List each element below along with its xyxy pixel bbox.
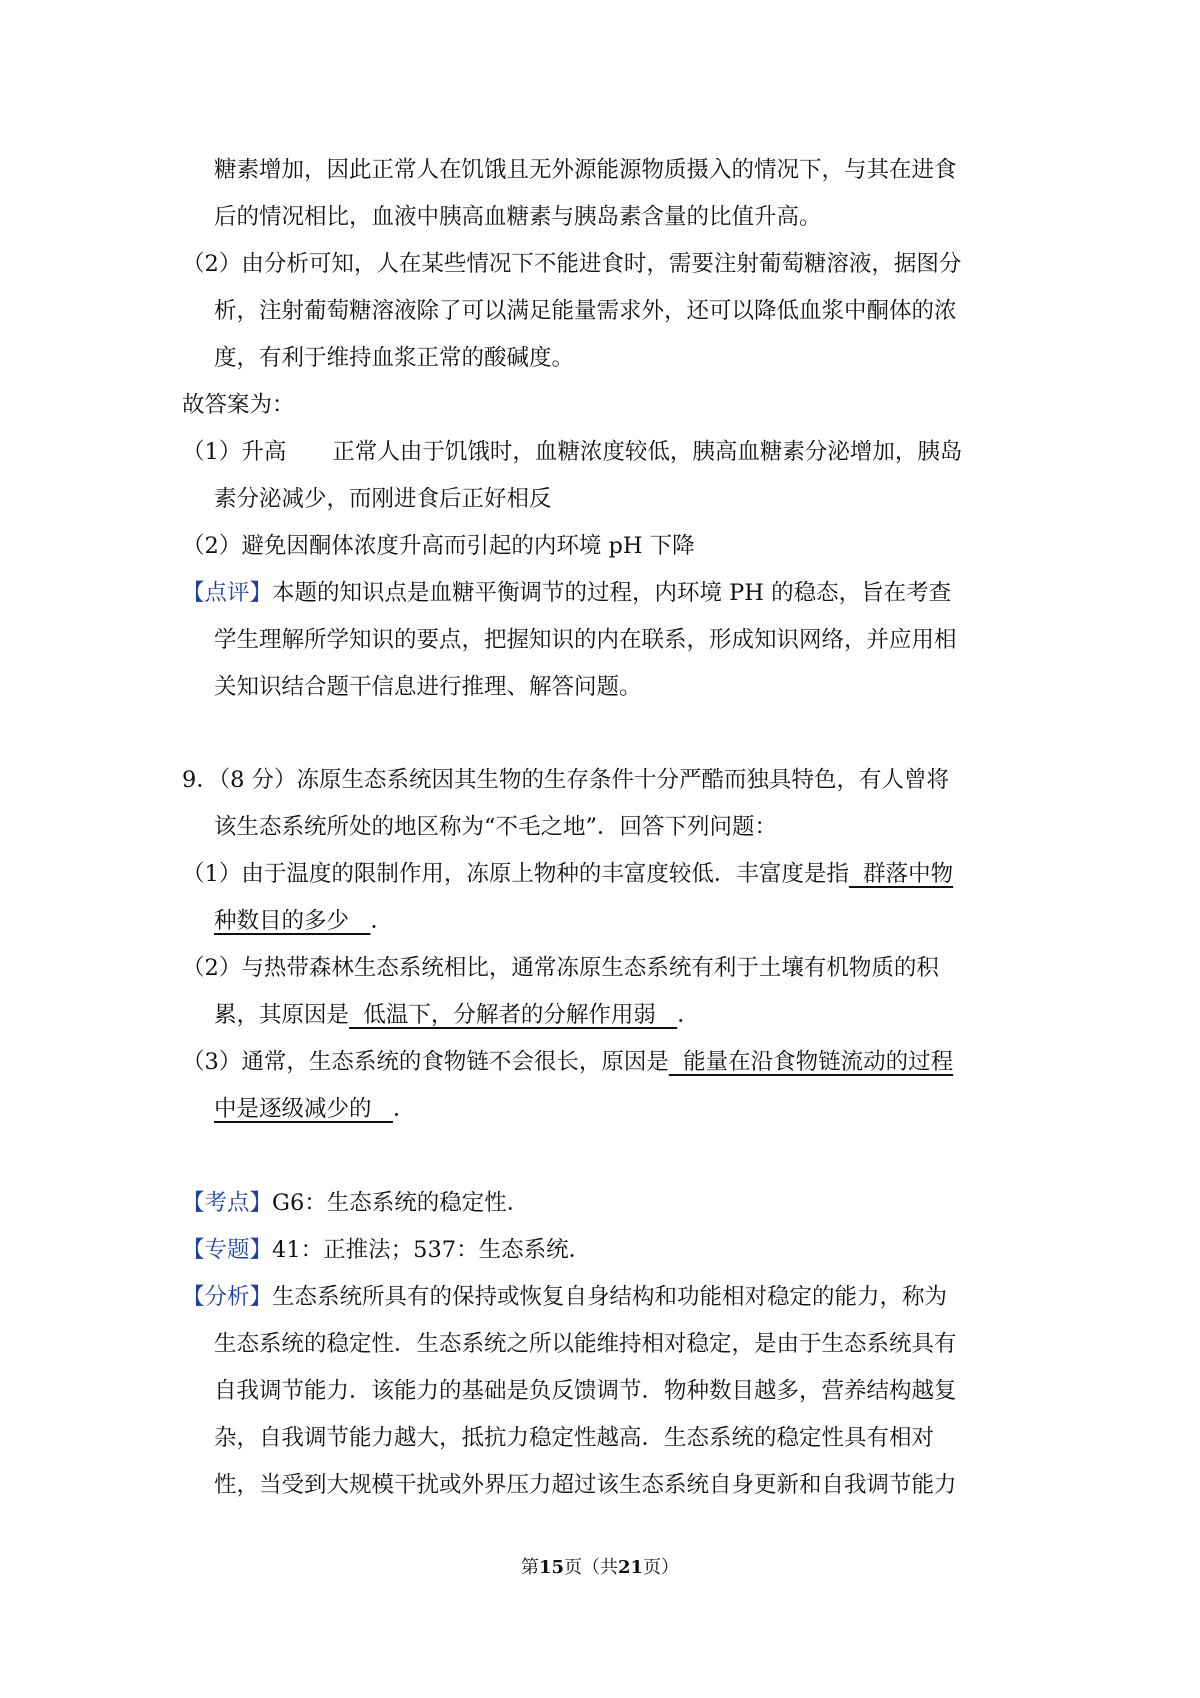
q9-sub2-line-2 [214,1000,700,1030]
q9-sub3-answer-part2: 中是逐级减少的 [214,1096,393,1122]
footer-middle: 页（共 [564,1557,618,1578]
kaodian-text: G6：生态系统的稳定性． [272,1190,530,1216]
footer-suffix: 页） [643,1557,680,1578]
question-9-line-2: 该生态系统所处的地区称为“不毛之地”．回答下列问题： [214,814,778,840]
q9-sub1-line-2 [214,906,393,936]
page-footer [0,1556,1200,1580]
q9-sub3-end: ． [392,1096,416,1122]
zhuanti-text: 41：正推法；537：生态系统． [272,1237,592,1263]
comment-line-2: 学生理解所学知识的要点，把握知识的内在联系，形成知识网络，并应用相 [214,627,957,653]
fenxi-text-1: 生态系统所具有的保持或恢复自身结构和功能相对稳定的能力，称为 [272,1284,948,1310]
q9-sub1-answer-part2: 种数目的多少 [214,908,371,934]
prev-line-1: 糖素增加，因此正常人在饥饿且无外源能源物质摄入的情况下，与其在进食 [214,157,957,183]
q9-sub1-text: （1）由于温度的限制作用，冻原上物种的丰富度较低．丰富度是指 [182,861,849,887]
q9-sub3-text: （3）通常，生态系统的食物链不会很长，原因是 [182,1049,669,1075]
prev-part2-line-2: 析，注射葡萄糖溶液除了可以满足能量需求外，还可以降低血浆中酮体的浓 [214,298,957,324]
answer-1-label: （1）升高 [182,439,287,465]
zhuanti-line [182,1235,591,1265]
comment-line-3: 关知识结合题干信息进行推理、解答问题。 [214,674,642,700]
q9-sub1-end: ． [370,908,393,934]
fenxi-tag: 【分析】 [182,1284,273,1310]
fenxi-line-2: 生态系统的稳定性．生态系统之所以能维持相对稳定，是由于生态系统具有 [214,1331,957,1357]
comment-line-1 [182,578,951,608]
answer-2: （2）避免因酮体浓度升高而引起的内环境 pH 下降 [182,533,695,559]
comment-text-1: 本题的知识点是血糖平衡调节的过程，内环境 PH 的稳态，旨在考查 [272,580,952,606]
footer-total-pages: 21 [618,1557,644,1578]
q9-sub3-answer-part1: 能量在沿食物链流动的过程 [668,1049,954,1075]
kaodian-line [182,1188,529,1218]
question-9-line-1: 9．（8 分）冻原生态系统因其生物的生存条件十分严酷而独具特色，有人曾将 [182,767,950,793]
prev-part2-line-3: 度，有利于维持血浆正常的酸碱度。 [214,345,575,371]
q9-sub3-line-1 [182,1047,953,1077]
answer-1-line-2: 素分泌减少，而刚进食后正好相反 [214,486,552,512]
fenxi-line-4: 杂，自我调节能力越大，抵抗力稳定性越高．生态系统的稳定性具有相对 [214,1425,935,1451]
q9-sub2-text: 累，其原因是 [214,1002,350,1028]
answer-1-line-1 [182,437,962,467]
footer-prefix: 第 [520,1557,539,1578]
answer-intro: 故答案为： [182,392,295,418]
q9-sub1-line-1 [182,859,953,889]
prev-line-2: 后的情况相比，血液中胰高血糖素与胰岛素含量的比值升高。 [214,204,822,230]
q9-sub2-answer: 低温下，分解者的分解作用弱 [349,1002,678,1028]
answer-1-text: 正常人由于饥饿时，血糖浓度较低，胰高血糖素分泌增加，胰岛 [332,439,963,465]
kaodian-tag: 【考点】 [182,1190,273,1216]
prev-part2-line-1: （2）由分析可知，人在某些情况下不能进食时，需要注射葡萄糖溶液，据图分 [182,251,962,277]
q9-sub3-line-2 [214,1094,415,1124]
comment-tag: 【点评】 [182,580,273,606]
q9-sub1-answer-part1: 群落中物 [848,861,954,887]
footer-page-number: 15 [538,1557,564,1578]
fenxi-line-3: 自我调节能力．该能力的基础是负反馈调节．物种数目越多，营养结构越复 [214,1378,957,1404]
fenxi-line-5: 性，当受到大规模干扰或外界压力超过该生态系统自身更新和自我调节能力 [214,1472,957,1498]
fenxi-line-1 [182,1282,947,1312]
q9-sub2-line-1: （2）与热带森林生态系统相比，通常冻原生态系统有利于土壤有机物质的积 [182,955,939,981]
q9-sub2-end: ． [677,1002,700,1028]
zhuanti-tag: 【专题】 [182,1237,273,1263]
